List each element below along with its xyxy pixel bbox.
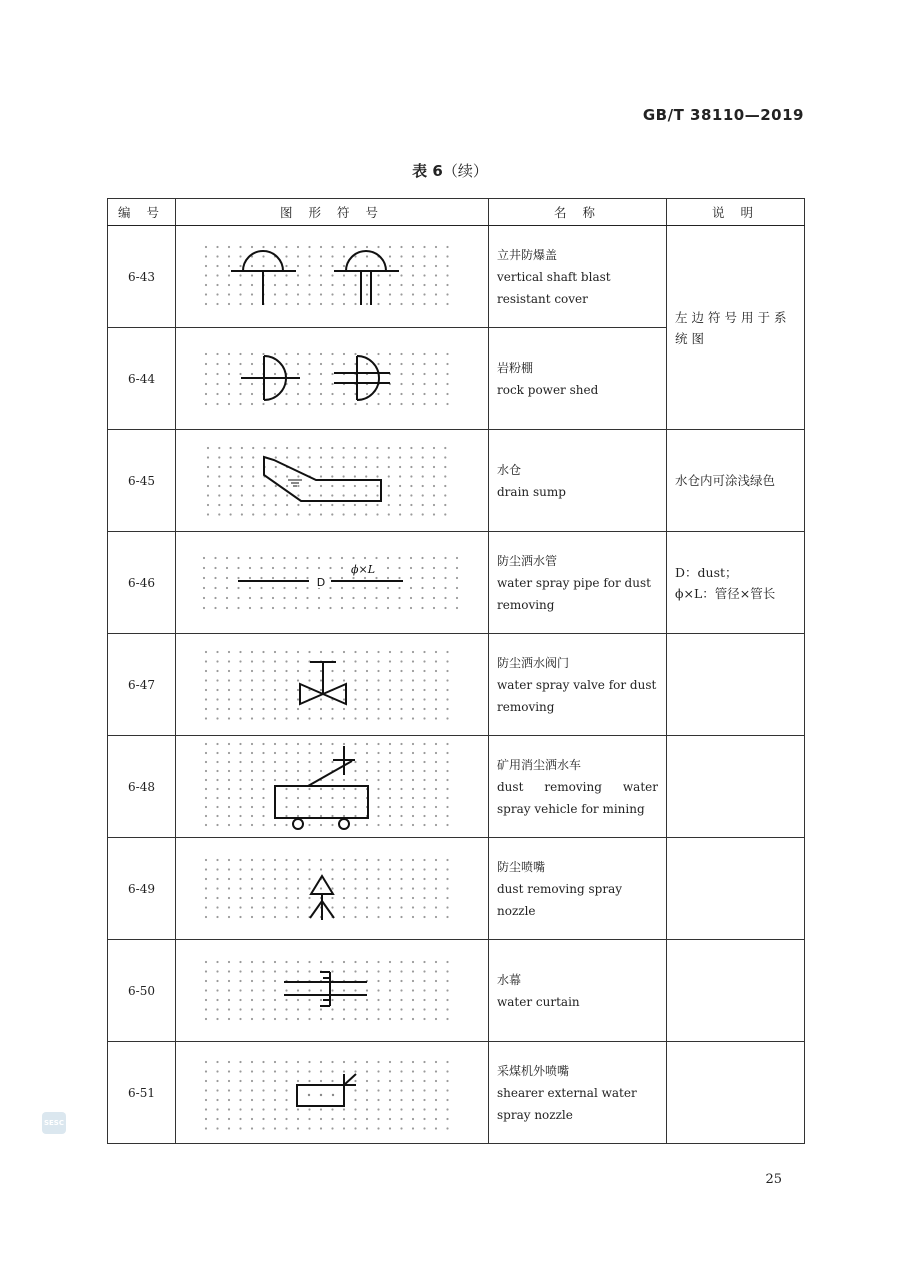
- name-cell: [489, 532, 667, 634]
- name-cell: [489, 430, 667, 532]
- table-row: [108, 634, 805, 736]
- header-symbol: 图 形 符 号: [176, 199, 489, 226]
- name-cell: [489, 736, 667, 838]
- water-curtain-icon: [176, 940, 489, 1041]
- table-header-row: [108, 199, 805, 226]
- water-spray-pipe-icon: [176, 532, 489, 633]
- symbol-label-d: D: [316, 576, 326, 589]
- drain-sump-icon: [176, 430, 489, 531]
- name-cn: 立井防爆盖: [497, 247, 558, 262]
- empty-note: [675, 684, 796, 685]
- name-en: dust removing spray nozzle: [497, 881, 622, 918]
- note-cell: [667, 940, 805, 1042]
- symbol-cell: [176, 328, 489, 430]
- empty-note: [675, 888, 796, 889]
- name-cell: [489, 634, 667, 736]
- symbol-label-dimension: ϕ×L: [350, 563, 376, 576]
- name-cell: [489, 328, 667, 430]
- symbol-cell: [176, 838, 489, 940]
- table-row: [108, 226, 805, 328]
- empty-note: [675, 1092, 796, 1093]
- symbol-cell: [176, 430, 489, 532]
- name-en: shearer external water spray nozzle: [497, 1085, 637, 1122]
- note-cell: [667, 634, 805, 736]
- header-name: 名 称: [489, 199, 667, 226]
- name-cn: 防尘洒水阀门: [497, 655, 570, 670]
- note-cell: [667, 532, 805, 634]
- table-row: [108, 532, 805, 634]
- note-cell: [667, 736, 805, 838]
- note-line-2: ϕ×L：管径×管长: [675, 585, 776, 601]
- symbol-cell: [176, 940, 489, 1042]
- note-cell: [667, 430, 805, 532]
- table-row: [108, 736, 805, 838]
- row-number: 6-48: [108, 736, 176, 838]
- table-caption-label: 表 6: [412, 162, 443, 180]
- table-caption-suffix: （续）: [442, 162, 488, 180]
- note-cell: [667, 226, 805, 430]
- standard-code: GB/T 38110—2019: [642, 106, 804, 124]
- note-text: 水仓内可涂浅绿色: [675, 473, 776, 488]
- vertical-shaft-blast-cover-icon: [176, 226, 489, 327]
- shearer-external-nozzle-icon: [176, 1042, 489, 1143]
- name-cell: [489, 838, 667, 940]
- name-en: water spray pipe for dust removing: [497, 575, 651, 612]
- header-note: 说 明: [667, 199, 805, 226]
- page-number: 25: [765, 1172, 782, 1187]
- spray-nozzle-icon: [176, 838, 489, 939]
- row-number: 6-44: [108, 328, 176, 430]
- name-cn: 岩粉棚: [497, 360, 534, 375]
- name-en: water spray valve for dust removing: [497, 677, 657, 714]
- note-cell: [667, 838, 805, 940]
- symbol-cell: [176, 226, 489, 328]
- table-row: [108, 940, 805, 1042]
- table-caption: [0, 160, 900, 181]
- name-en: rock power shed: [497, 382, 599, 397]
- row-number: 6-50: [108, 940, 176, 1042]
- symbol-cell: [176, 634, 489, 736]
- symbol-cell: [176, 1042, 489, 1144]
- table-row: [108, 838, 805, 940]
- note-cell: [667, 1042, 805, 1144]
- row-number: 6-49: [108, 838, 176, 940]
- name-en: drain sump: [497, 484, 566, 499]
- name-cn: 水仓: [497, 462, 522, 477]
- sesc-watermark-logo: SESC: [42, 1112, 66, 1134]
- name-cn: 矿用消尘洒水车: [497, 757, 582, 772]
- note-line-1: D：dust；: [675, 564, 738, 580]
- water-spray-valve-icon: [176, 634, 489, 735]
- header-number: 编 号: [108, 199, 176, 226]
- row-number: 6-43: [108, 226, 176, 328]
- empty-note: [675, 990, 796, 991]
- rock-powder-shed-icon: [176, 328, 489, 429]
- row-number: 6-46: [108, 532, 176, 634]
- name-cell: [489, 940, 667, 1042]
- row-number: 6-51: [108, 1042, 176, 1144]
- symbol-table: [107, 198, 805, 1144]
- name-cn: 采煤机外喷嘴: [497, 1063, 570, 1078]
- note-text: 左边符号用于系统图: [675, 309, 791, 346]
- name-cell: [489, 1042, 667, 1144]
- table-row: [108, 430, 805, 532]
- name-en: dust removing water spray vehicle for mining: [497, 779, 658, 816]
- name-cn: 防尘喷嘴: [497, 859, 546, 874]
- name-en: vertical shaft blast resistant cover: [497, 269, 611, 306]
- name-cn: 水幕: [497, 972, 522, 987]
- name-en: water curtain: [497, 994, 580, 1009]
- water-spray-vehicle-icon: [176, 736, 489, 837]
- symbol-cell: [176, 736, 489, 838]
- table-row: [108, 1042, 805, 1144]
- name-cell: [489, 226, 667, 328]
- name-cn: 防尘洒水管: [497, 553, 558, 568]
- symbol-cell: [176, 532, 489, 634]
- row-number: 6-45: [108, 430, 176, 532]
- empty-note: [675, 786, 796, 787]
- row-number: 6-47: [108, 634, 176, 736]
